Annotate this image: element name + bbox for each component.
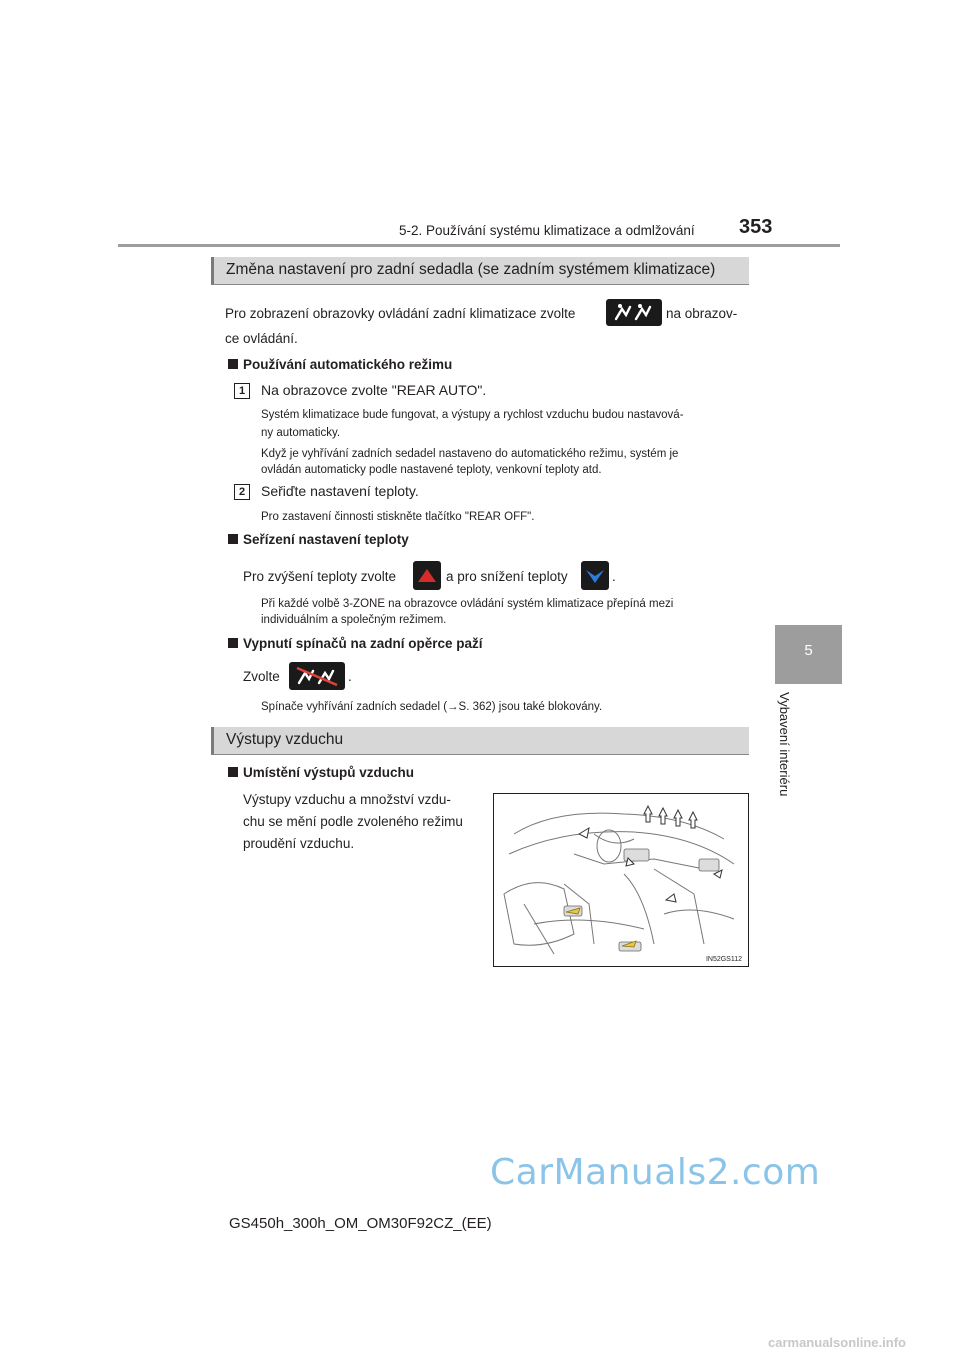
subheading-outlet-location: Umístění výstupů vzduchu: [228, 765, 414, 780]
subheading-temperature: Seřízení nastavení teploty: [228, 532, 409, 547]
armrest-text-a: Zvolte: [243, 669, 280, 684]
watermark-logo: CarManuals2.com: [490, 1152, 821, 1193]
chapter-tab: [775, 625, 842, 684]
temp-down-icon: [581, 561, 609, 590]
step-2-text: Seřiďte nastavení teploty.: [261, 483, 419, 499]
armrest-switch-off-icon: [289, 662, 345, 690]
intro-text-b: na obrazov-: [666, 306, 738, 321]
outlet-text-3: proudění vzduchu.: [243, 836, 355, 851]
section-heading-rear-settings: [211, 257, 749, 285]
page-number: 353: [739, 216, 773, 238]
running-header: 5-2. Používání systému klimatizace a odmlžování: [399, 223, 695, 238]
armrest-note: Spínače vyhřívání zadních sedadel (→S. 362) jsou také blokovány.: [261, 701, 603, 713]
step-1-note-2b: ovládán automaticky podle nastavené teploty, venkovní teploty atd.: [261, 464, 602, 476]
intro-text-c: ce ovládání.: [225, 331, 298, 346]
step-number-2: 2: [234, 484, 250, 500]
step-1-note-2a: Když je vyhřívání zadních sedadel nastaveno do automatického režimu, systém je: [261, 448, 679, 460]
step-1-note-1b: ny automaticky.: [261, 427, 341, 439]
car-interior-illustration: [494, 794, 748, 966]
section-title: Změna nastavení pro zadní sedadla (se zadním systémem klimatizace): [226, 261, 716, 278]
temperature-note-a: Při každé volbě 3-ZONE na obrazovce ovládání systém klimatizace přepíná mezi: [261, 598, 674, 610]
intro-text-a: Pro zobrazení obrazovky ovládání zadní klimatizace zvolte: [225, 306, 576, 321]
figure-code: IN52GS112: [705, 956, 742, 963]
bullet-square: [228, 767, 238, 777]
rear-climate-icon: [606, 299, 662, 326]
air-outlet-diagram: [493, 793, 749, 967]
step-1-note-1a: Systém klimatizace bude fungovat, a výstupy a rychlost vzduchu budou nastavová-: [261, 409, 684, 421]
section-title: Výstupy vzduchu: [226, 731, 344, 748]
temperature-note-b: individuálním a společným režimem.: [261, 614, 447, 626]
temperature-text-c: .: [612, 569, 616, 584]
temp-up-icon: [413, 561, 441, 590]
step-1-text: Na obrazovce zvolte "REAR AUTO".: [261, 382, 487, 398]
chapter-label: Vybavení interiéru: [777, 692, 792, 797]
temperature-text-a: Pro zvýšení teploty zvolte: [243, 569, 397, 584]
armrest-text-b: .: [348, 669, 352, 684]
bullet-square: [228, 534, 238, 544]
header-rule: [118, 244, 840, 247]
outlet-text-1: Výstupy vzduchu a množství vzdu-: [243, 792, 451, 807]
watermark-url: carmanualsonline.info: [768, 1335, 906, 1350]
outlet-text-2: chu se mění podle zvoleného režimu: [243, 814, 463, 829]
section-heading-air-outlets: [211, 727, 749, 755]
bullet-square: [228, 638, 238, 648]
temperature-text-b: a pro snížení teploty: [446, 569, 568, 584]
step-number-1: 1: [234, 383, 250, 399]
chapter-label-wrap: [772, 692, 812, 822]
chapter-number: 5: [804, 642, 813, 659]
step-2-note: Pro zastavení činnosti stiskněte tlačítko "REAR OFF".: [261, 511, 535, 523]
document-code: GS450h_300h_OM_OM30F92CZ_(EE): [229, 1215, 492, 1232]
subheading-armrest: Vypnutí spínačů na zadní opěrce paží: [228, 636, 483, 651]
subheading-auto-mode: Používání automatického režimu: [228, 357, 452, 372]
bullet-square: [228, 359, 238, 369]
